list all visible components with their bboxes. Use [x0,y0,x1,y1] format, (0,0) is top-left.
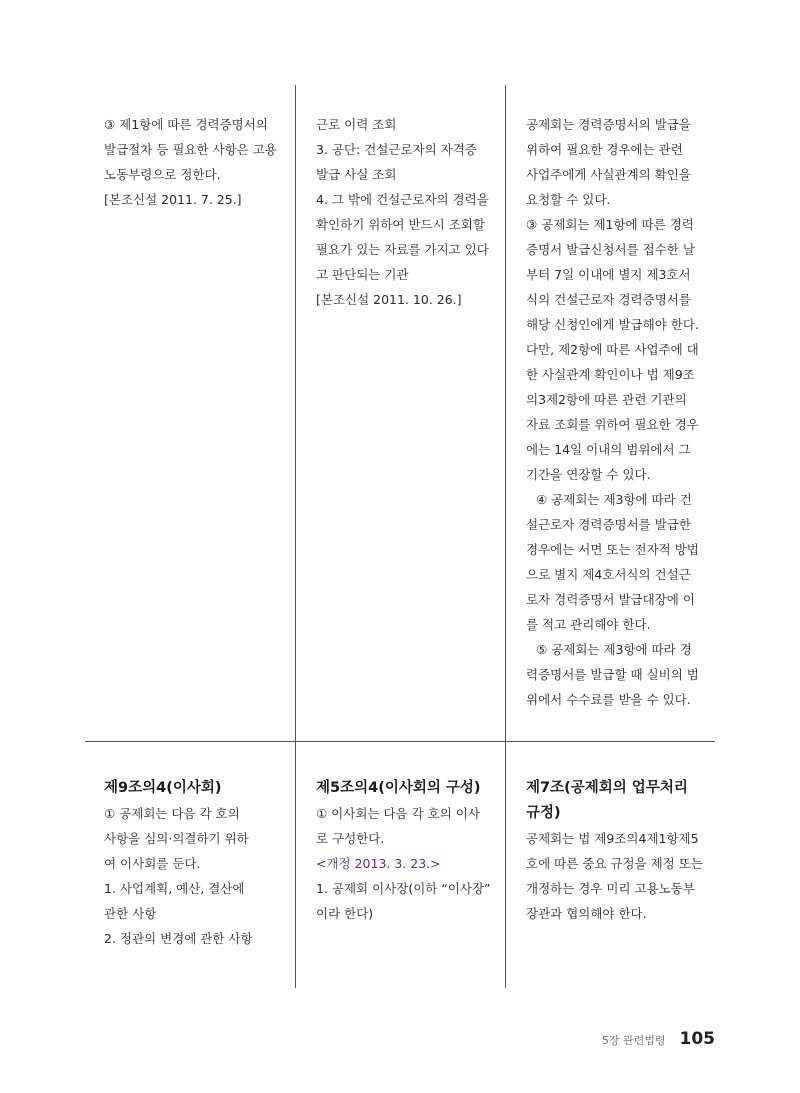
text-line: 증명서 발급신청서를 접수한 날 [526,242,695,257]
page-number: 105 [679,1029,715,1049]
column-divider-upper-2 [505,85,506,741]
text-line: 다만, 제2항에 따른 사업주에 대 [526,342,699,357]
article-title: 제7조(공제회의 업무처리 [526,780,688,796]
lower-decree-column [316,776,496,926]
text-line: ③ 제1항에 따른 경력증명서의 [104,117,268,132]
text-line: 사항을 심의·의결하기 위하 [104,831,249,846]
text-line: 공제회는 경력증명서의 발급을 [526,117,691,132]
text-line: 식의 건설근로자 경력증명서를 [526,292,691,307]
text-line: ⑤ 공제회는 제3항에 따라 경 [536,642,692,657]
text-line: 자료 조회를 위하여 필요한 경우 [526,417,699,432]
upper-decree-column [316,112,496,312]
text-line: 설근로자 경력증명서를 발급한 [526,517,691,532]
text-line: 부터 7일 이내에 별지 제3호서 [526,267,691,282]
text-line: 확인하기 위하여 반드시 조회할 [316,217,485,232]
text-line: 를 적고 관리해야 한다. [526,617,651,632]
text-line: 의3제2항에 따른 관련 기관의 [526,392,687,407]
article-title: 제9조의4(이사회) [104,780,222,796]
text-line: 필요가 있는 자료를 가지고 있다 [316,242,489,257]
text-line: ③ 공제회는 제1항에 따른 경력 [526,217,694,232]
text-line: 로자 경력증명서 발급대장에 이 [526,592,695,607]
text-line: 장관과 협의해야 한다. [526,906,647,921]
text-line: 1. 공제회 이사장(이하 “이사장” [316,881,491,896]
text-line: 여 이사회를 둔다. [104,856,201,871]
column-divider-lower-2 [505,742,506,988]
text-line: 경우에는 서면 또는 전자적 방법 [526,542,699,557]
amendment-note: <개정 2013. 3. 23.> [316,856,441,871]
text-line: 관한 사항 [104,906,157,921]
text-line: ① 이사회는 다음 각 호의 이사 [316,806,480,821]
text-line: 로 구성한다. [316,831,385,846]
text-line: 사업주에게 사실관계의 확인을 [526,167,691,182]
text-line: 력증명서를 발급할 때 실비의 범 [526,667,699,682]
article-title-continued: 규정) [526,805,561,821]
upper-rule-column [526,112,706,712]
text-line: 노동부령으로 정한다. [104,167,221,182]
text-line: 에는 14일 이내의 범위에서 그 [526,442,691,457]
text-line: [본조신설 2011. 10. 26.] [316,292,462,307]
upper-law-column [104,112,284,212]
column-divider-lower-1 [295,742,296,988]
text-line: 3. 공단: 건설근로자의 자격증 [316,142,477,157]
text-line: 호에 따른 중요 규정을 제정 또는 [526,856,703,871]
text-line: 위하여 필요한 경우에는 관련 [526,142,683,157]
chapter-label: 5장 관련법령 [601,1034,666,1047]
text-line: 이라 한다) [316,906,374,921]
text-line: 위에서 수수료를 받을 수 있다. [526,692,691,707]
text-line: 공제회는 법 제9조의4제1항제5 [526,831,699,846]
text-line: 4. 그 밖에 건설근로자의 경력을 [316,192,489,207]
text-line: 한 사실관계 확인이나 법 제9조 [526,367,695,382]
text-line: 기간을 연장할 수 있다. [526,467,651,482]
text-line: 발급절차 등 필요한 사항은 고용 [104,142,277,157]
text-line: 1. 사업계획, 예산, 결산에 [104,881,245,896]
text-line: 고 판단되는 기관 [316,267,409,282]
text-line: [본조신설 2011. 7. 25.] [104,192,242,207]
text-line: 으로 별지 제4호서식의 건설근 [526,567,691,582]
article-title: 제5조의4(이사회의 구성) [316,780,481,796]
lower-law-column [104,776,284,951]
lower-rule-column [526,776,706,926]
page-footer [602,1029,715,1049]
text-line: ① 공제회는 다음 각 호의 [104,806,240,821]
text-line: 개정하는 경우 미리 고용노동부 [526,881,695,896]
text-line: 근로 이력 조회 [316,117,397,132]
text-line: 2. 정관의 변경에 관한 사항 [104,931,253,946]
column-divider-upper-1 [295,85,296,741]
text-line: 요청할 수 있다. [526,192,611,207]
text-line: 발급 사실 조회 [316,167,397,182]
section-divider [85,741,715,742]
text-line: 해당 신청인에게 발급해야 한다. [526,317,699,332]
text-line: ④ 공제회는 제3항에 따라 건 [536,492,692,507]
